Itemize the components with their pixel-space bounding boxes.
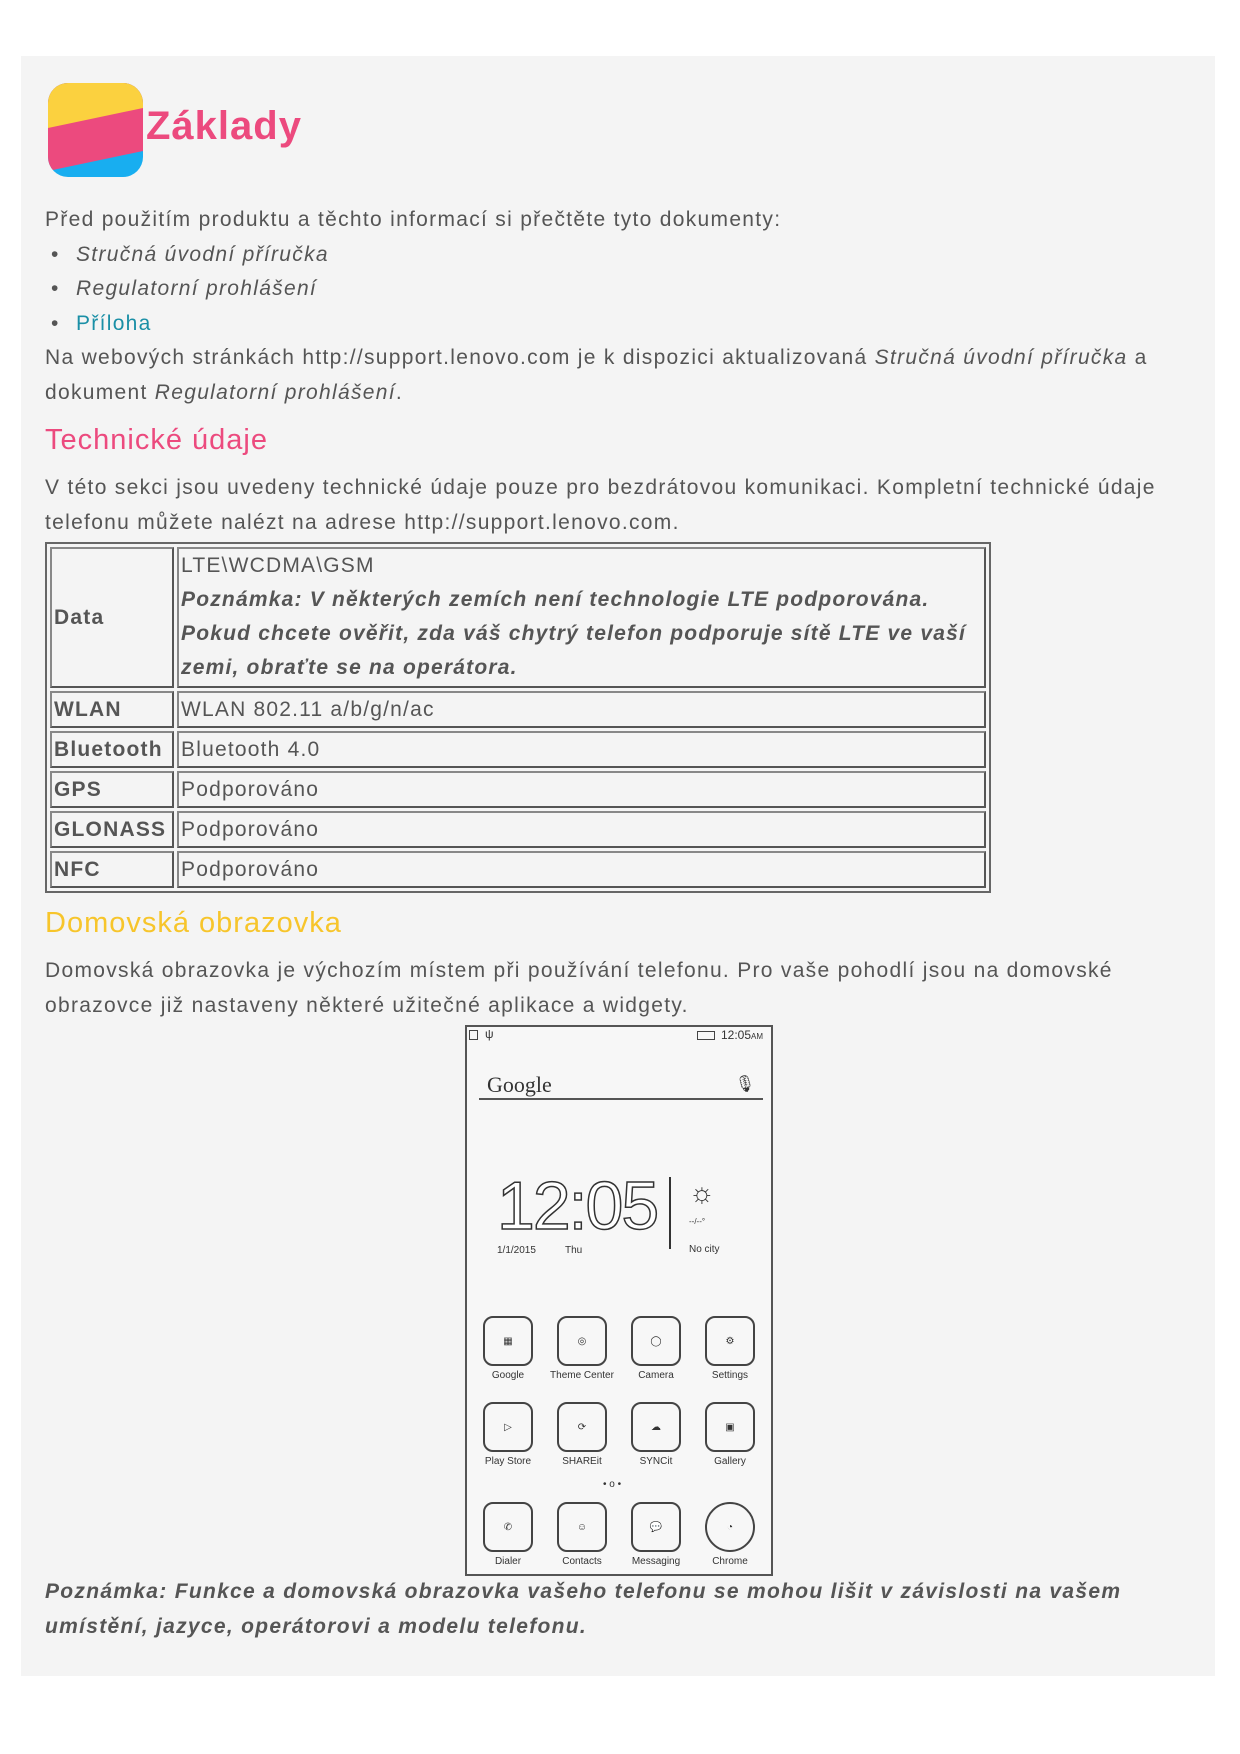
table-row (50, 691, 986, 728)
shareit-icon: ⟳ (557, 1402, 607, 1452)
app-settings: ⚙ Settings (693, 1316, 767, 1381)
app-google: ▦ Google (471, 1316, 545, 1381)
theme-center-icon: ◎ (557, 1316, 607, 1366)
page-indicator: • o • (603, 1479, 622, 1490)
phone-icon: ✆ (483, 1502, 533, 1552)
home-note: Poznámka: Funkce a domovská obrazovka vašeho telefonu se mohou lišit v závislosti na vašem umístění, jazyce, operátorovi a modelu telefonu. (45, 1580, 1122, 1638)
spec-key: NFC (50, 851, 174, 888)
battery-icon (697, 1031, 715, 1040)
google-logo: Google (487, 1072, 552, 1097)
spec-key: Bluetooth (50, 731, 174, 768)
spec-value: Podporováno (177, 811, 986, 848)
table-row (50, 731, 986, 768)
spec-value: Bluetooth 4.0 (177, 731, 986, 768)
dock-contacts: ☺ Contacts (545, 1502, 619, 1567)
app-play-store: ▷ Play Store (471, 1402, 545, 1467)
spec-key: Data (50, 547, 174, 688)
syncit-cloud-icon: ☁ (631, 1402, 681, 1452)
clock-date: 1/1/2015 (497, 1245, 536, 1256)
weather-city: No city (689, 1244, 720, 1255)
clock-day: Thu (565, 1245, 583, 1256)
app-syncit: ☁ SYNCit (619, 1402, 693, 1467)
dock-chrome: ◔ Chrome (693, 1502, 767, 1567)
tech-heading: Technické údaje (45, 424, 268, 456)
spec-table (45, 542, 991, 893)
chrome-icon: ◔ (705, 1502, 755, 1552)
table-row (50, 811, 986, 848)
spec-key: GLONASS (50, 811, 174, 848)
google-search-bar (479, 1072, 763, 1100)
notification-icon (469, 1030, 478, 1040)
usb-icon: ψ (485, 1027, 494, 1041)
app-theme-center: ◎ Theme Center (545, 1316, 619, 1381)
web-note: Na webových stránkách http://support.lenovo.com je k dispozici aktualizovaná Stručná úvodní příručka a dokument Regulatorní prohlášení. (45, 346, 1148, 404)
document-list (45, 238, 1195, 342)
sun-icon: ☼ (689, 1177, 715, 1208)
spec-value: Podporováno (177, 771, 986, 808)
app-gallery: ▣ Gallery (693, 1402, 767, 1467)
spec-value: Podporováno (177, 851, 986, 888)
app-camera: ◯ Camera (619, 1316, 693, 1381)
camera-icon: ◯ (631, 1316, 681, 1366)
table-row (50, 547, 986, 688)
table-row (50, 851, 986, 888)
play-store-icon: ▷ (483, 1402, 533, 1452)
weather-temp: --/--° (689, 1217, 706, 1226)
microphone-icon: 🎙 (734, 1076, 755, 1093)
spec-value: WLAN 802.11 a/b/g/n/ac (177, 691, 986, 728)
spec-value: LTE\WCDMA\GSM (181, 554, 375, 577)
spec-note: Poznámka: V některých zemích není technologie LTE podporována. Pokud chcete ověřit, zda váš chytrý telefon podporuje sítě LTE ve vaší zemi, obraťte se na operátora. (181, 588, 966, 679)
dock-dialer: ✆ Dialer (471, 1502, 545, 1567)
basics-logo-icon (48, 83, 143, 177)
status-ampm: AM (751, 1032, 764, 1041)
doc-quick-start: Stručná úvodní příručka (76, 242, 329, 266)
page-title: Základy (146, 104, 302, 148)
intro-text: Před použitím produktu a těchto informací si přečtěte tyto dokumenty: (45, 208, 782, 231)
home-heading: Domovská obrazovka (45, 907, 342, 939)
settings-gear-icon: ⚙ (705, 1316, 755, 1366)
table-row (50, 771, 986, 808)
home-screen-illustration (465, 1025, 773, 1576)
app-shareit: ⟳ SHAREit (545, 1402, 619, 1467)
google-folder-icon: ▦ (483, 1316, 533, 1366)
dock-messaging: 💬 Messaging (619, 1502, 693, 1567)
divider (669, 1177, 671, 1249)
doc-appendix-link[interactable]: Příloha (76, 311, 152, 335)
status-time: 12:05 (721, 1028, 752, 1042)
intro-section (45, 203, 1195, 410)
home-text: Domovská obrazovka je výchozím místem při používání telefonu. Pro vaše pohodlí jsou na domovské obrazovce již nastaveny některé užitečné aplikace a widgety. (45, 959, 1113, 1017)
contacts-icon: ☺ (557, 1502, 607, 1552)
tech-text: V této sekci jsou uvedeny technické údaje pouze pro bezdrátovou komunikaci. Kompletní technické údaje telefonu můžete nalézt na adrese http://support.lenovo.com. (45, 476, 1156, 534)
gallery-icon: ▣ (705, 1402, 755, 1452)
doc-regulatory: Regulatorní prohlášení (76, 277, 318, 300)
spec-key: WLAN (50, 691, 174, 728)
clock: 12:05 (497, 1168, 658, 1244)
message-bubble-icon: 💬 (631, 1502, 681, 1552)
spec-key: GPS (50, 771, 174, 808)
